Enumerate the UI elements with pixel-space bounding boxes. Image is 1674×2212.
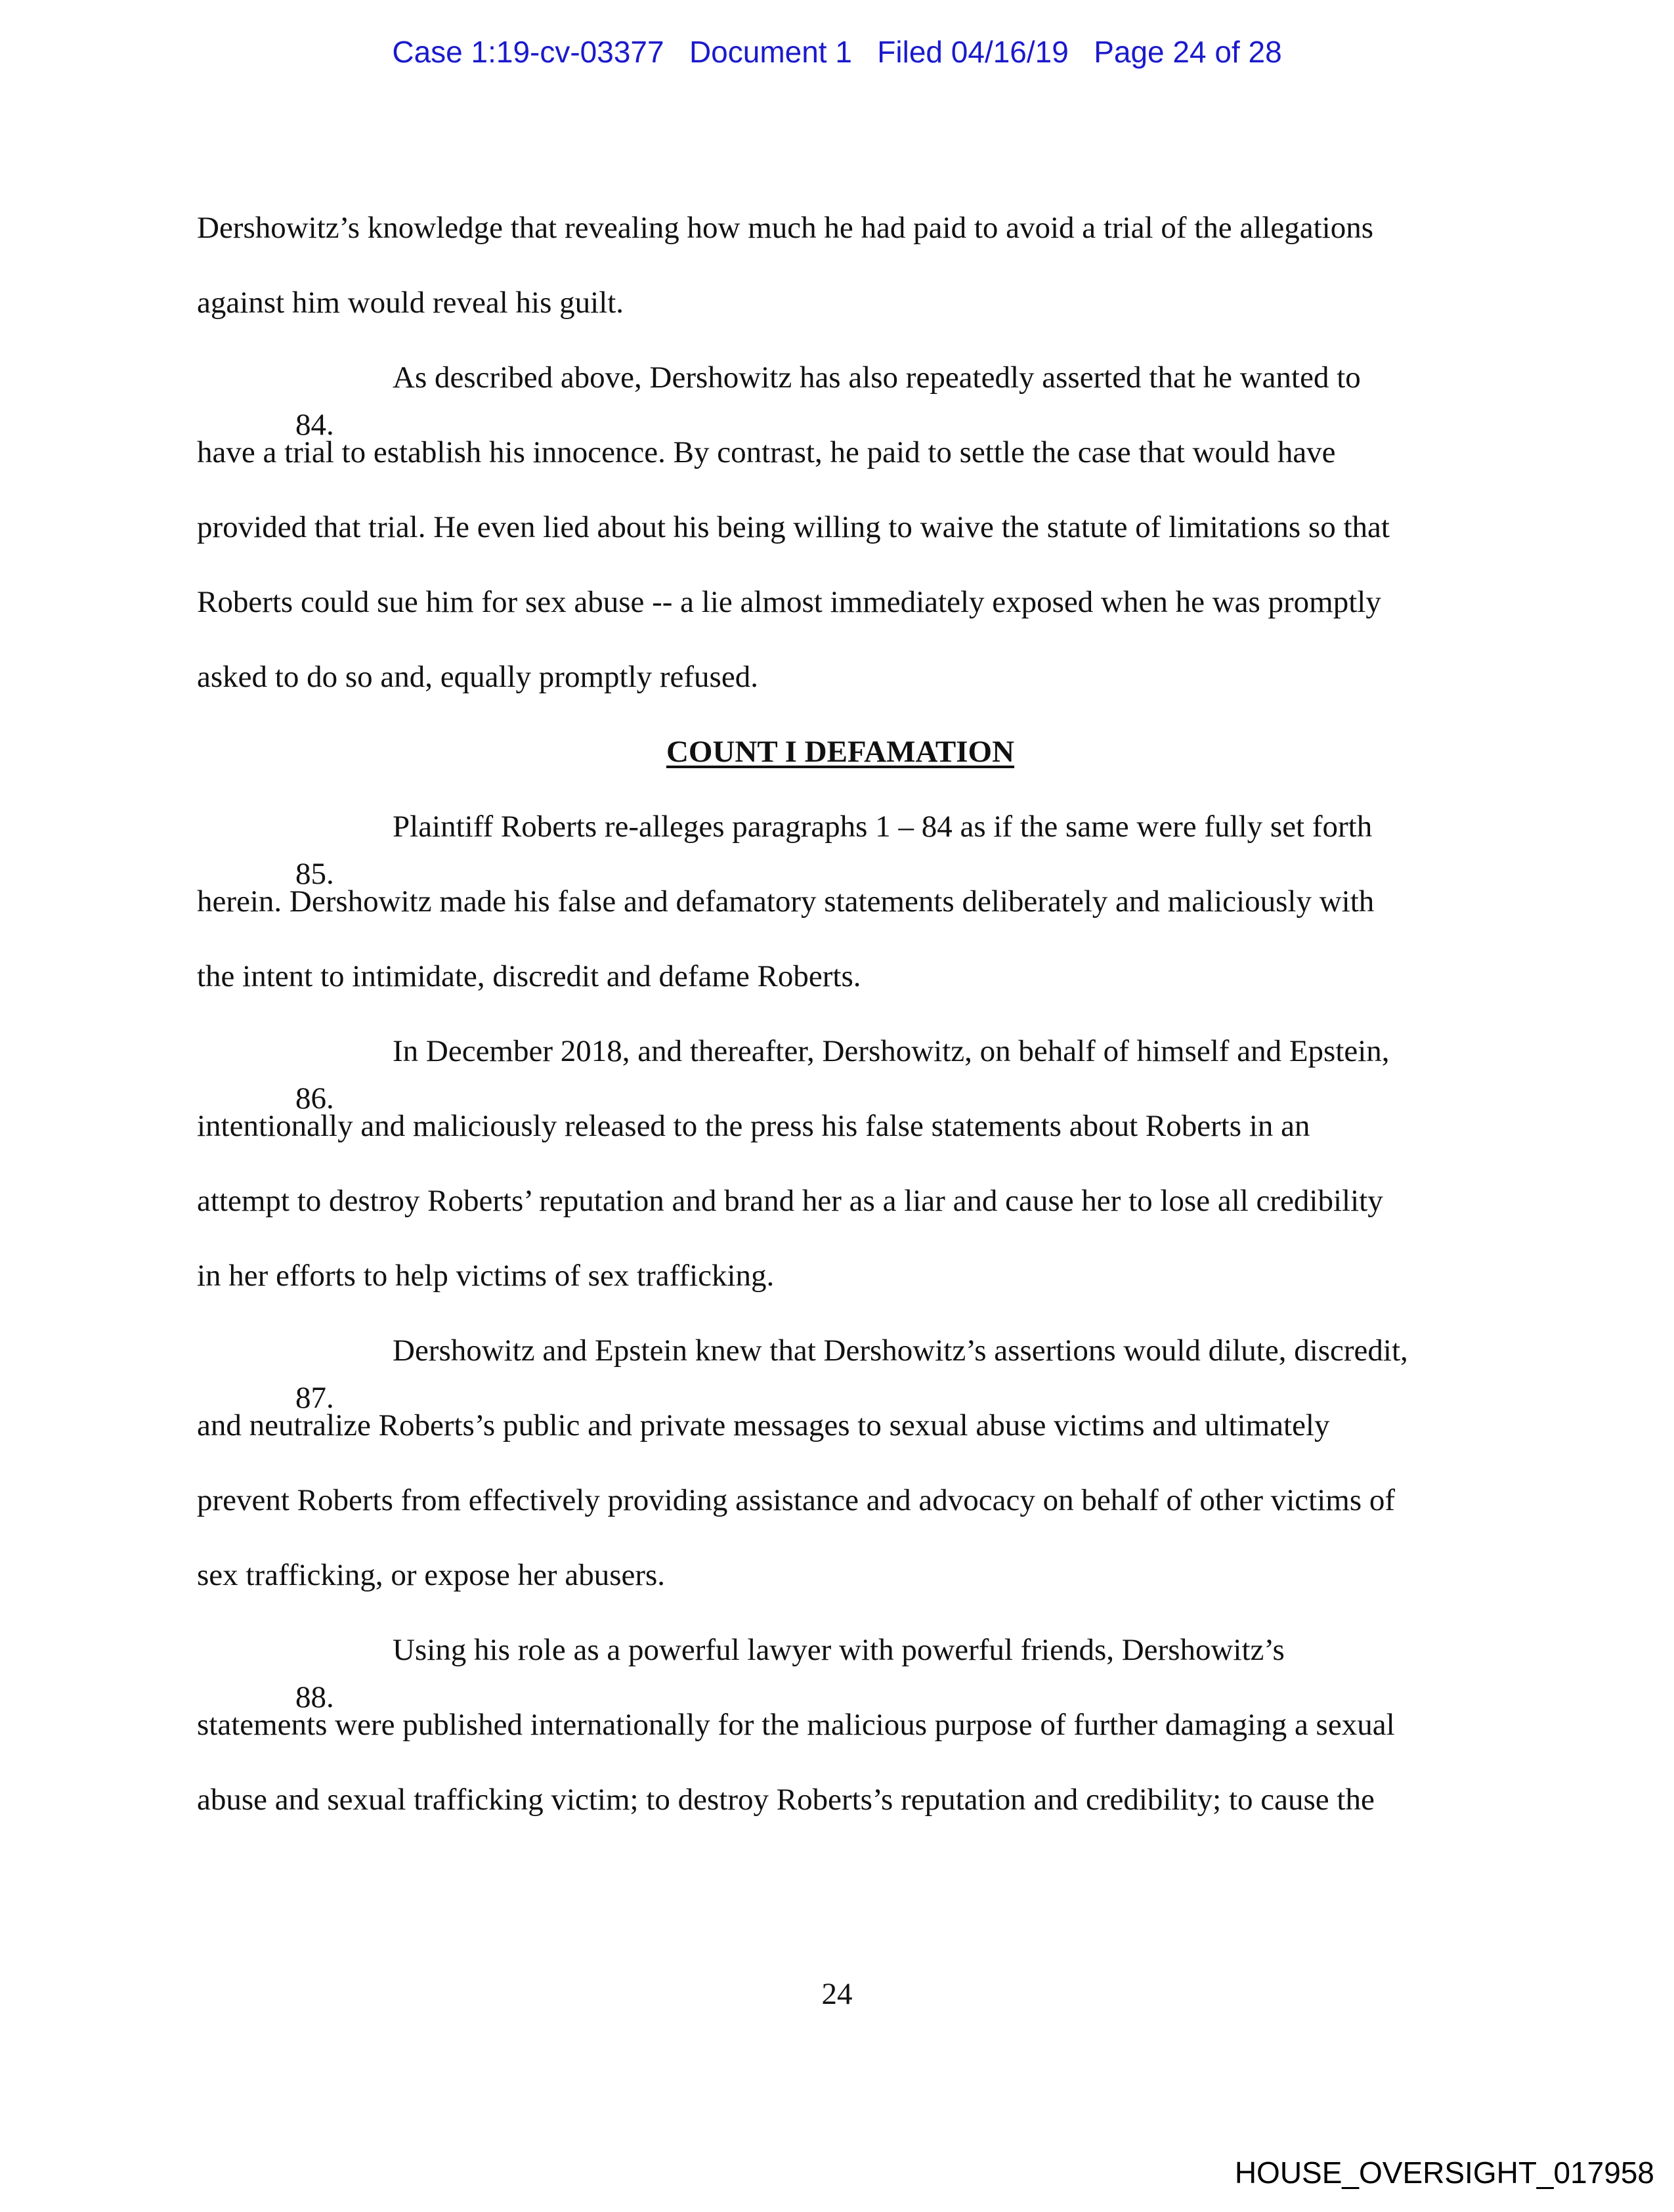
paragraph-number: 84. [295, 408, 334, 442]
case-number: Case 1:19-cv-03377 [392, 35, 664, 69]
text-line: Dershowitz’s knowledge that revealing how much he had paid to avoid a trial of the allegations [197, 211, 1374, 245]
ecf-filing-header [0, 34, 1674, 70]
text-line: sex trafficking, or expose her abusers. [197, 1558, 666, 1592]
text-line: against him would reveal his guilt. [197, 286, 624, 320]
text-line: intentionally and maliciously released to the press his false statements about Roberts in an [197, 1109, 1310, 1143]
paragraph-number: 85. [295, 857, 334, 891]
paragraph-85-start: 85. Plaintiff Roberts re-alleges paragraphs 1 – 84 as if the same were fully set forth [197, 789, 1484, 864]
text-line: attempt to destroy Roberts’ reputation and brand her as a liar and cause her to lose all credibility [197, 1184, 1383, 1218]
text-line: herein. Dershowitz made his false and defamatory statements deliberately and maliciously with [197, 884, 1375, 919]
document-number: Document 1 [689, 35, 852, 69]
document-body [197, 190, 1484, 1837]
text-line: have a trial to establish his innocence. By contrast, he paid to settle the case that would have [197, 435, 1336, 469]
text-line: the intent to intimidate, discredit and defame Roberts. [197, 959, 861, 993]
text-line: and neutralize Roberts’s public and private messages to sexual abuse victims and ultimately [197, 1408, 1330, 1442]
filed-date: Filed 04/16/19 [877, 35, 1069, 69]
page-of-pages: Page 24 of 28 [1094, 35, 1282, 69]
bates-stamp: HOUSE_OVERSIGHT_017958 [1234, 2156, 1654, 2190]
text-line: Roberts could sue him for sex abuse -- a lie almost immediately exposed when he was promptly [197, 585, 1381, 619]
section-heading: COUNT I DEFAMATION [666, 735, 1015, 769]
text-line: provided that trial. He even lied about his being willing to waive the statute of limitations so that [197, 510, 1390, 544]
paragraph-number: 86. [295, 1081, 334, 1116]
text-line: statements were published internationally for the malicious purpose of further damaging a sexual [197, 1708, 1395, 1742]
paragraph-87-start: 87. Dershowitz and Epstein knew that Dershowitz’s assertions would dilute, discredit, [197, 1313, 1484, 1388]
page-number: 24 [821, 1977, 853, 2011]
text-line: in her efforts to help victims of sex trafficking. [197, 1259, 775, 1293]
text-line: abuse and sexual trafficking victim; to destroy Roberts’s reputation and credibility; to cause the [197, 1783, 1375, 1817]
paragraph-number: 88. [295, 1680, 334, 1714]
paragraph-86-start: 86. In December 2018, and thereafter, Dershowitz, on behalf of himself and Epstein, [197, 1014, 1484, 1089]
text-line: asked to do so and, equally promptly refused. [197, 660, 758, 694]
paragraph-88-start: 88. Using his role as a powerful lawyer with powerful friends, Dershowitz’s [197, 1613, 1484, 1687]
paragraph-84-start: 84. As described above, Dershowitz has also repeatedly asserted that he wanted to [197, 340, 1484, 415]
text-line: prevent Roberts from effectively providing assistance and advocacy on behalf of other victims of [197, 1483, 1396, 1517]
paragraph-number: 87. [295, 1381, 334, 1415]
